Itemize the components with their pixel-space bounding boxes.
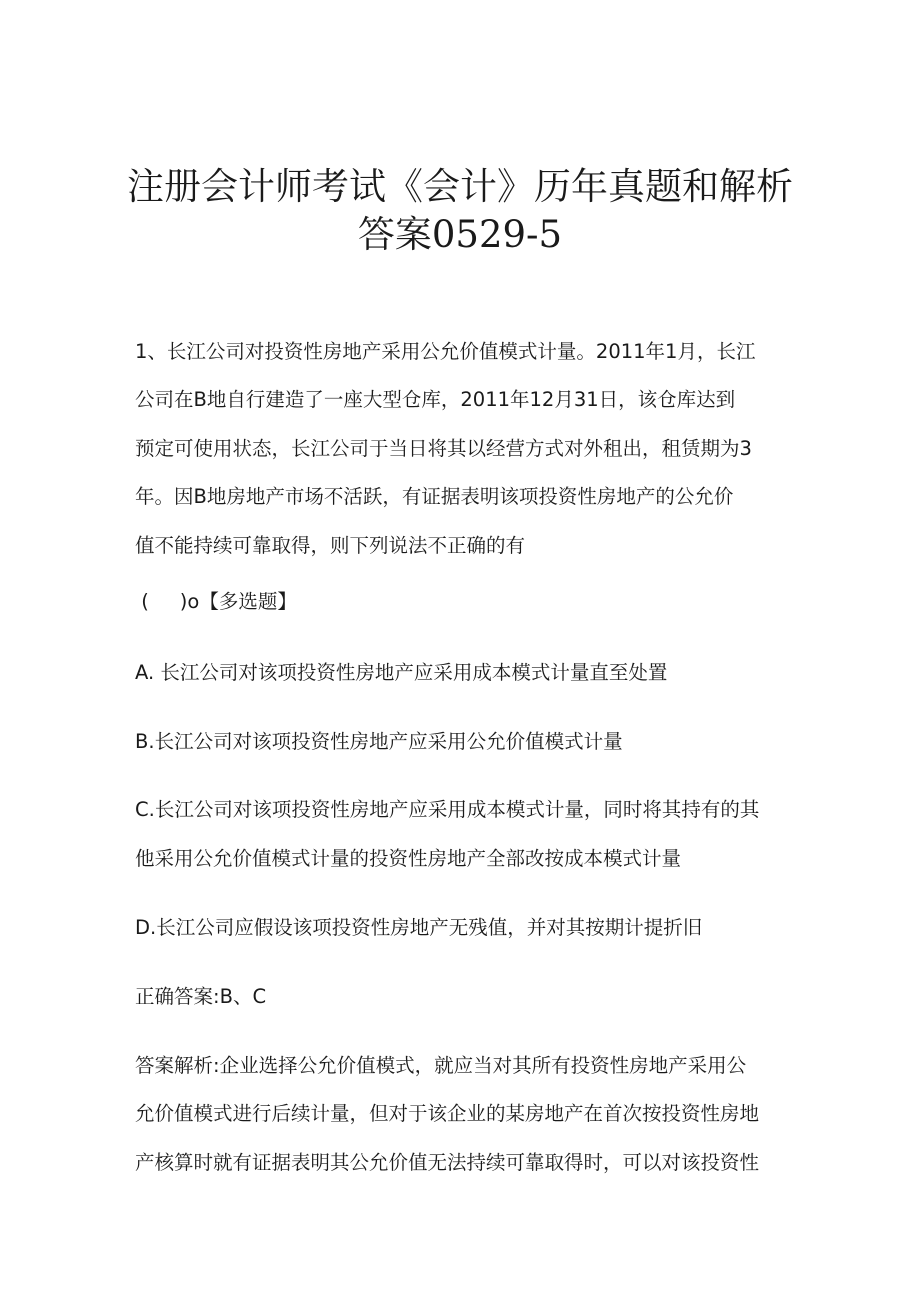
question-type-label: ( )o【多选题】	[135, 590, 297, 613]
document-title-line-1: 注册会计师考试《会计》历年真题和解析	[127, 165, 793, 208]
option-c-line-1: C.长江公司对该项投资性房地产应采用成本模式计量，同时将其持有的其	[135, 798, 760, 821]
question-text-line-5: 值不能持续可靠取得，则下列说法不正确的有	[135, 534, 526, 557]
analysis-line-2: 允价值模式进行后续计量，但对于该企业的某房地产在首次按投资性房地	[135, 1102, 760, 1125]
question-text-line-1: 1、长江公司对投资性房地产采用公允价值模式计量。2011年1月，长江	[135, 340, 756, 363]
document-title-line-2: 答案0529-5	[357, 213, 563, 256]
question-text-line-3: 预定可使用状态，长江公司于当日将其以经营方式对外租出，租赁期为3	[135, 437, 752, 460]
analysis-line-3: 产核算时就有证据表明其公允价值无法持续可靠取得时，可以对该投资性	[135, 1151, 760, 1174]
question-text-line-2: 公司在B地自行建造了一座大型仓库，2011年12月31日，该仓库达到	[135, 388, 736, 411]
option-b: B.长江公司对该项投资性房地产应采用公允价值模式计量	[135, 730, 623, 753]
correct-answer: 正确答案:B、C	[135, 985, 267, 1008]
option-d: D.长江公司应假设该项投资性房地产无残值，并对其按期计提折旧	[135, 916, 703, 939]
analysis-line-1: 答案解析:企业选择公允价值模式，就应当对其所有投资性房地产采用公	[135, 1054, 747, 1077]
question-text-line-4: 年。因B地房地产市场不活跃，有证据表明该项投资性房地产的公允价	[135, 485, 734, 508]
option-c-line-2: 他采用公允价值模式计量的投资性房地产全部改按成本模式计量	[135, 847, 682, 870]
option-a: A. 长江公司对该项投资性房地产应采用成本模式计量直至处置	[135, 661, 668, 684]
